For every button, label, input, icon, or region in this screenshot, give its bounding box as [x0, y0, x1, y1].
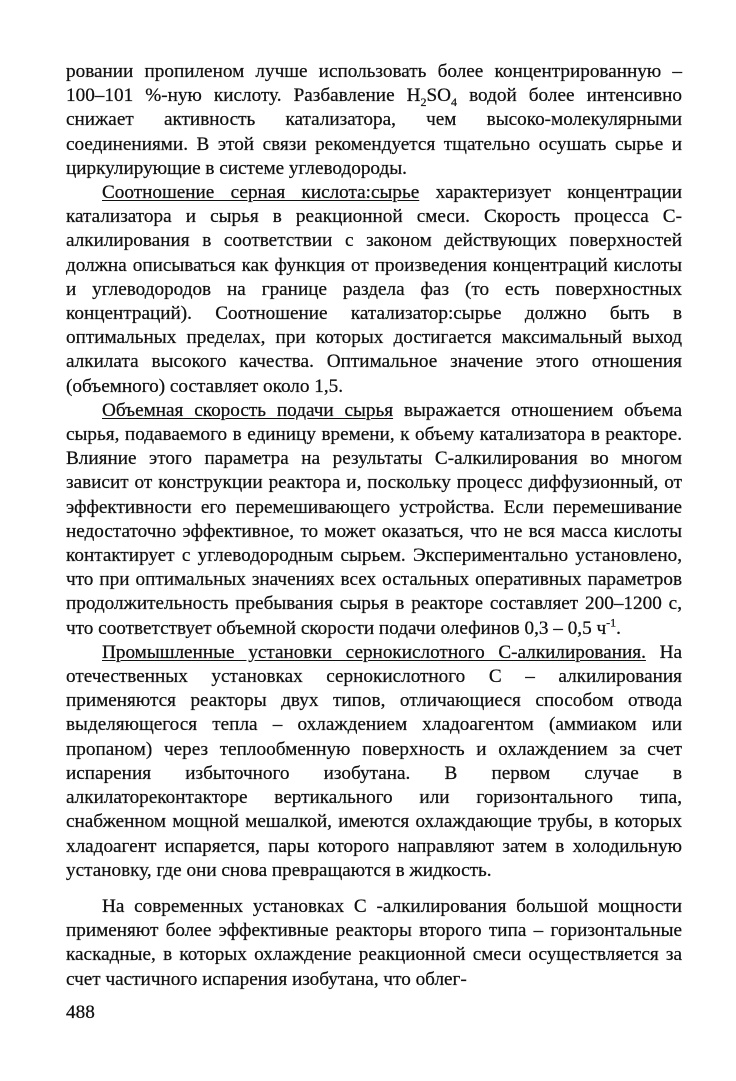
paragraph-5: На современных установках С -алкилирования большой мощности применяют более эффективные реакторы второго типа – горизонтальные каскадные, в которых охлаждение реакционной смеси осуществляется за счет частичного испарения изобутана, что облег-	[66, 895, 682, 990]
page-number: 488	[66, 1002, 95, 1023]
paragraph-3: Объемная скорость подачи сырья выражается отношением объема сырья, подаваемого в единицу времени, к объему катализатора в реакторе. Влияние этого параметра на результаты С-алкилирования во многом зависит от конструкции реактора и, поскольку процесс диффузионный, от эффективности его перемешивающего устройства. Если перемешивание недостаточно эффективное, то может оказаться, что не вся масса кислоты контактирует с углеводородным сырьем. Экспериментально установлено, что при оптимальных значениях всех остальных оперативных параметров продолжительность пребывания сырья в реакторе составляет 200–1200 с, что соответствует объемной скорости подачи олефинов 0,3 – 0,5 $ч^{-1}$.	[66, 399, 682, 639]
paragraph-1: ровании пропиленом лучше использовать более концентрированную – 100–101 %-ную кислоту. Разбавление $H_2SO_4$ водой более интенсивно снижает активность катализатора, чем высоко-молекулярными соединениями. В этой связи рекомендуется тщательно осушать сырье и циркулирующие в системе углеводороды.	[66, 61, 682, 179]
page-text	[66, 60, 682, 992]
paragraph-2-heading: Соотношение серная кислота:сырье	[102, 182, 420, 204]
paragraph-2: Соотношение серная кислота:сырье характеризует концентрации катализатора и сырья в реакционной смеси. Скорость процесса С-алкилирования в соответствии с законом действующих поверхностей должна описываться как функция от произведения концентраций кислоты и углеводородов на границе раздела фаз (то есть поверхностных концентраций). Соотношение катализатор:сырье должно быть в оптимальных пределах, при которых достигается максимальный выход алкилата высокого качества. Оптимальное значение этого отношения (объемного) составляет около 1,5.	[66, 182, 682, 397]
paragraph-4: Промышленные установки сернокислотного С-алкилирования. На отечественных установках сернокислотного С – алкилирования применяются реакторы двух типов, отличающиеся способом отвода выделяющегося тепла – охлаждением хладоагентом (аммиаком или пропаном) через теплообменную поверхность и охлаждением за счет испарения избыточного изобутана. В первом случае в алкилатореконтакторе вертикального или горизонтального типа, снабженном мощной мешалкой, имеются охлаждающие трубы, в которых хладоагент испаряется, пары которого направляют затем в холодильную установку, где они снова превращаются в жидкость.	[66, 641, 682, 881]
paragraph-3-heading: Объемная скорость подачи сырья	[102, 399, 394, 421]
paragraph-4-heading: Промышленные установки сернокислотного С-алкилирования.	[102, 641, 646, 663]
